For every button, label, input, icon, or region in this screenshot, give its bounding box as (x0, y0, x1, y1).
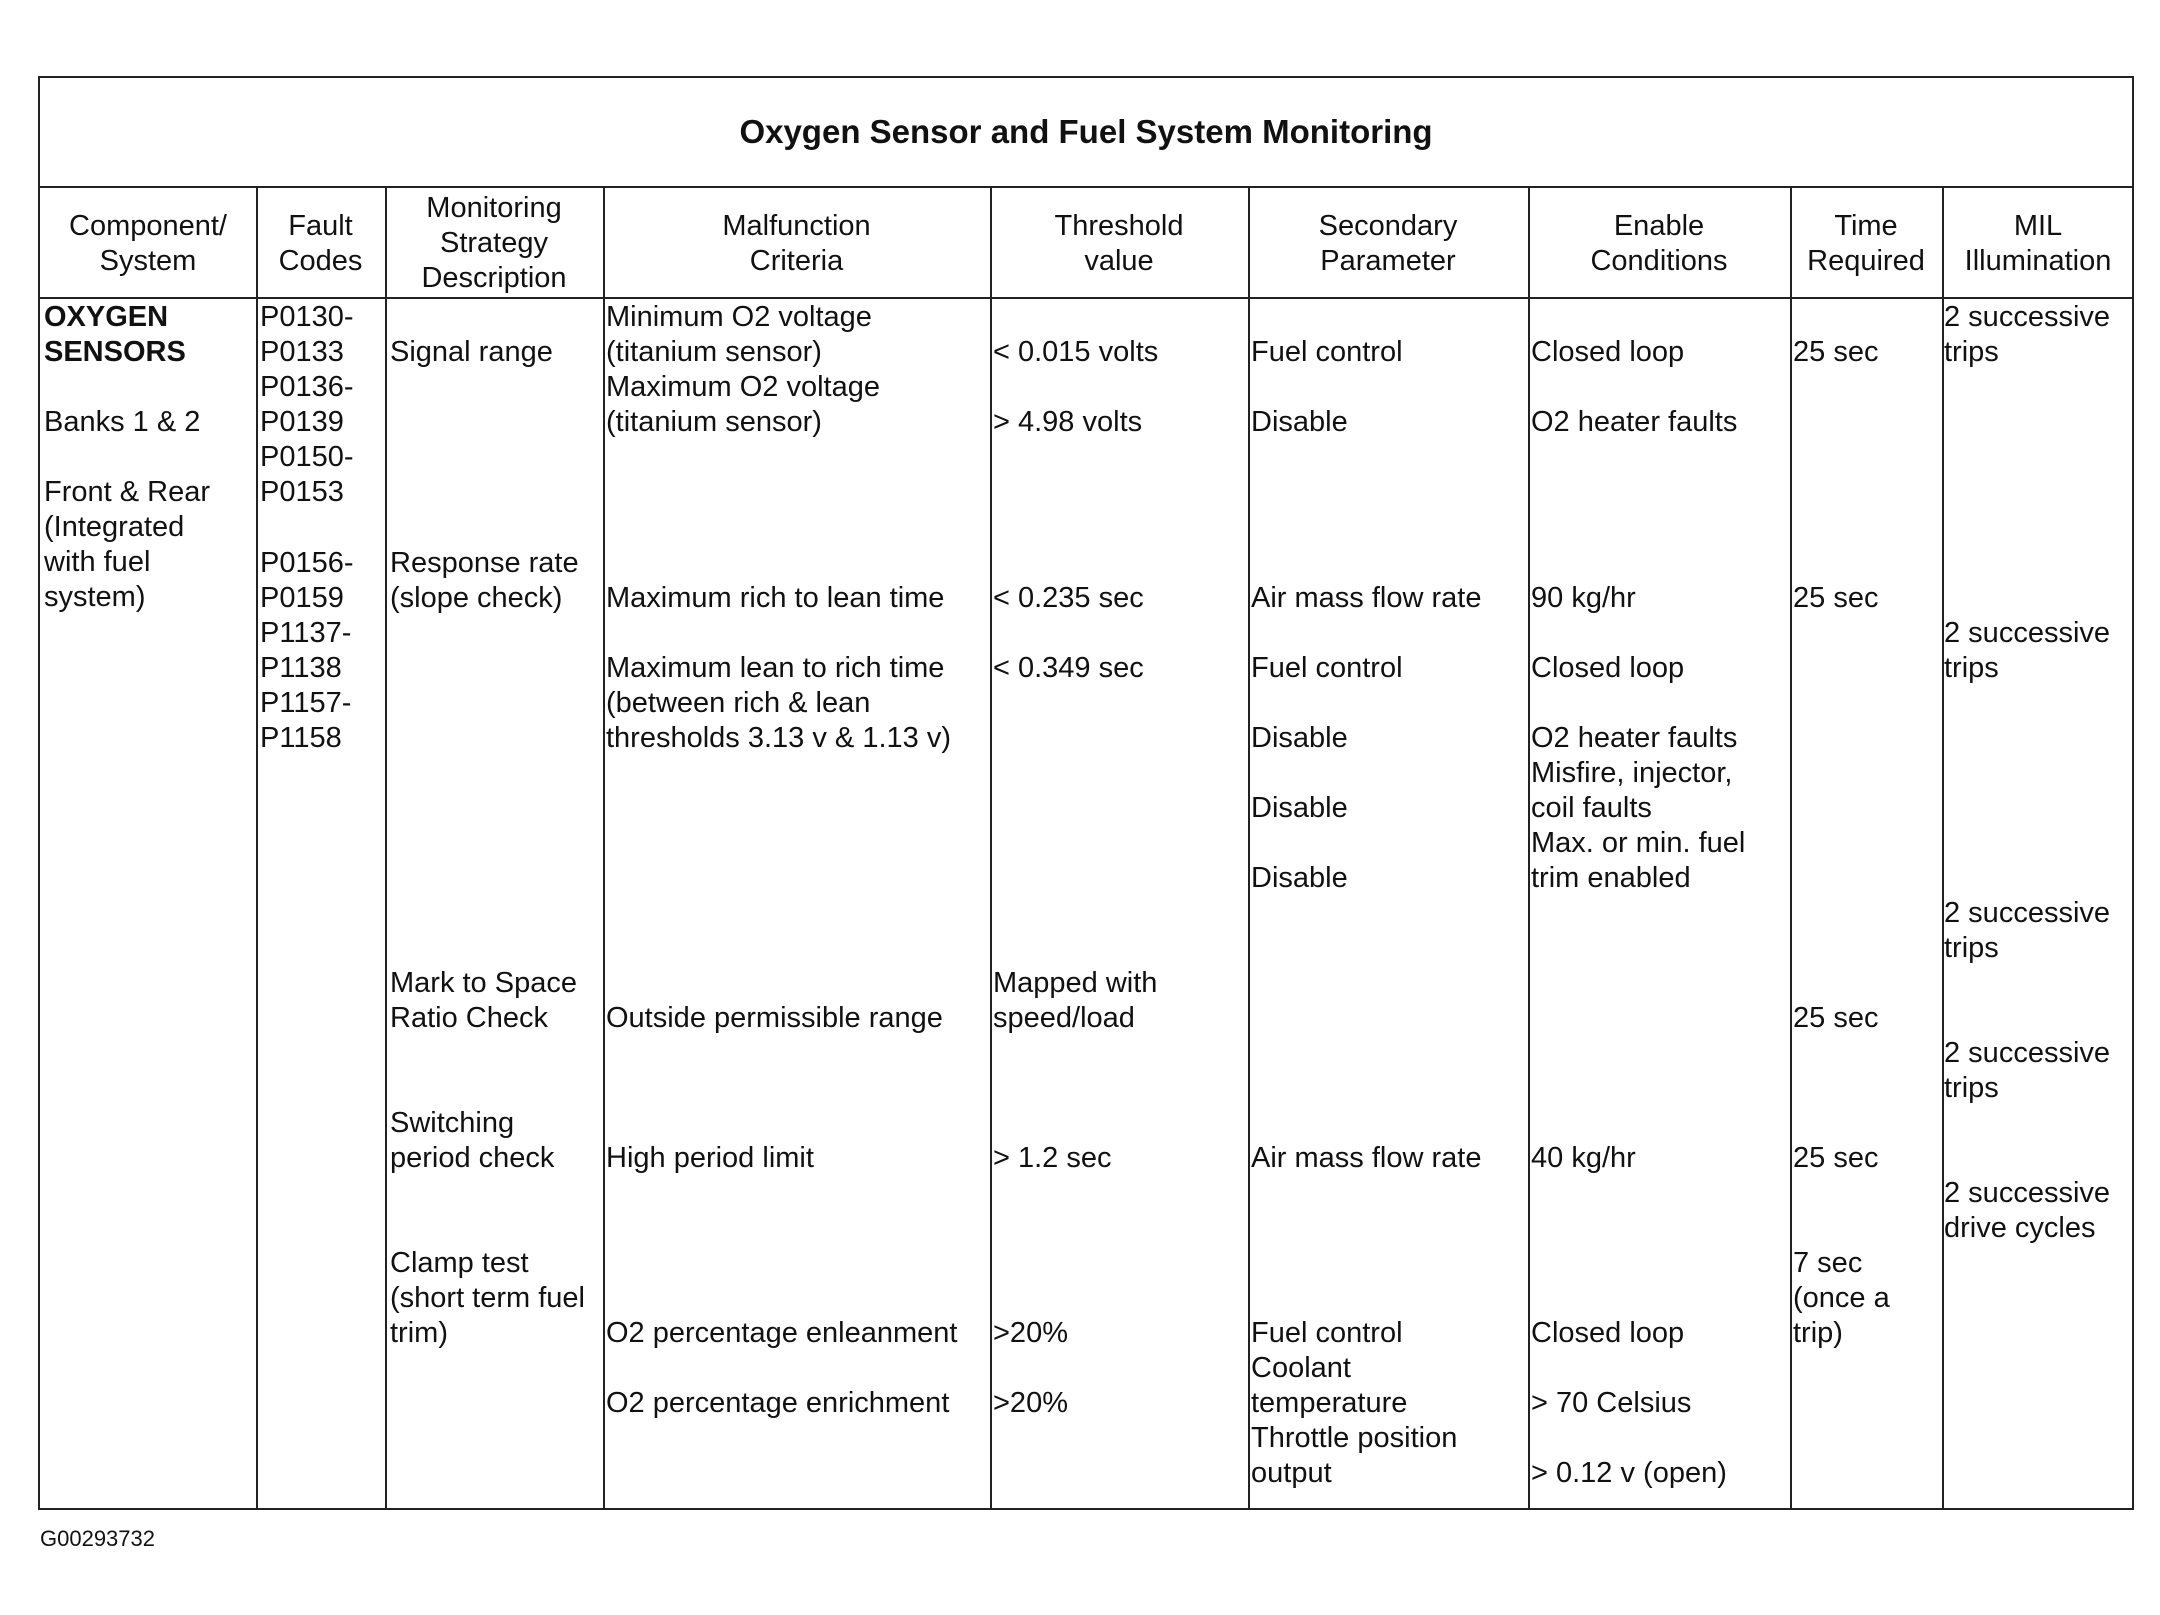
header-threshold: Threshold value (1054, 209, 1184, 277)
threshold-enleanment: >20% (993, 1317, 1068, 1349)
secondary-air-mass: Air mass flow rate (1251, 582, 1482, 614)
col-divider (1790, 188, 1792, 1508)
threshold-mapped: Mapped with speed/load (993, 967, 1158, 1034)
enable-coolant: > 70 Celsius (1531, 1387, 1692, 1419)
fault-codes-group-1: P0130- P0133 P0136- P0139 P0150- P0153 (260, 301, 354, 508)
malfunction-o2-voltage: Minimum O2 voltage (titanium sensor) Maximum O2 voltage (titanium sensor) (606, 301, 880, 438)
header-malfunction: Malfunction Criteria (722, 209, 871, 277)
col-divider (1248, 188, 1250, 1508)
header-secondary: Secondary Parameter (1318, 209, 1458, 277)
time-required: 25 sec (1793, 336, 1879, 368)
col-divider (990, 188, 992, 1508)
mil-illumination: 2 successive drive cycles (1944, 1177, 2111, 1244)
threshold-rich-lean: < 0.235 sec (993, 582, 1144, 614)
mil-illumination: 2 successive trips (1944, 617, 2111, 684)
time-required: 25 sec (1793, 582, 1879, 614)
secondary-disable: Disable (1251, 406, 1348, 438)
threshold-lean-rich: < 0.349 sec (993, 652, 1144, 684)
secondary-disable: Disable (1251, 722, 1348, 754)
col-divider (1528, 188, 1530, 1508)
secondary-disable: Disable (1251, 862, 1348, 894)
table-title: Oxygen Sensor and Fuel System Monitoring (40, 78, 2132, 188)
enable-throttle: > 0.12 v (open) (1531, 1457, 1727, 1489)
strategy-response-rate: Response rate (slope check) (390, 547, 579, 614)
time-required: 25 sec (1793, 1142, 1879, 1174)
strategy-signal-range: Signal range (390, 336, 553, 368)
time-required: 7 sec (once a trip) (1793, 1247, 1890, 1349)
monitoring-table (38, 76, 2134, 1510)
mil-illumination: 2 successive trips (1944, 301, 2111, 368)
col-divider (1942, 188, 1944, 1508)
enable-closed-loop: Closed loop (1531, 652, 1685, 684)
header-divider (40, 297, 2132, 299)
enable-fault-list: O2 heater faults Misfire, injector, coil faults Max. or min. fuel trim enabled (1531, 722, 1746, 894)
malfunction-lean-rich: Maximum lean to rich time (between rich & lean thresholds 3.13 v & 1.13 v) (606, 652, 951, 754)
header-time: Time Required (1807, 209, 1925, 277)
secondary-fuel-control: Fuel control (1251, 336, 1403, 368)
enable-closed-loop: Closed loop (1531, 1317, 1685, 1349)
threshold-enrichment: >20% (993, 1387, 1068, 1419)
enable-closed-loop: Closed loop (1531, 336, 1685, 368)
time-required: 25 sec (1793, 1002, 1879, 1034)
malfunction-enleanment: O2 percentage enleanment (606, 1317, 958, 1349)
malfunction-high-period: High period limit (606, 1142, 814, 1174)
mil-illumination: 2 successive trips (1944, 1037, 2111, 1104)
header-component: Component/ System (69, 209, 227, 277)
mil-illumination: 2 successive trips (1944, 897, 2111, 964)
header-mil: MIL Illumination (1964, 209, 2112, 277)
threshold-max-voltage: > 4.98 volts (993, 406, 1143, 438)
header-enable: Enable Conditions (1590, 209, 1728, 277)
enable-air-flow: 40 kg/hr (1531, 1142, 1636, 1174)
header-strategy: Monitoring Strategy Description (421, 192, 567, 294)
col-divider (385, 188, 387, 1508)
threshold-period: > 1.2 sec (993, 1142, 1112, 1174)
fault-codes-group-2: P0156- P0159 P1137- P1138 P1157- P1158 (260, 547, 354, 754)
strategy-clamp-test: Clamp test (short term fuel trim) (390, 1247, 585, 1349)
component-banks: Banks 1 & 2 (44, 406, 201, 438)
secondary-disable: Disable (1251, 792, 1348, 824)
header-fault-codes: Fault Codes (278, 209, 363, 277)
col-divider (256, 188, 258, 1508)
strategy-switching-period: Switching period check (390, 1107, 555, 1174)
enable-heater-faults: O2 heater faults (1531, 406, 1738, 438)
component-desc: Front & Rear (Integrated with fuel system) (44, 476, 210, 613)
figure-id: G00293732 (40, 1526, 155, 1551)
col-divider (603, 188, 605, 1508)
secondary-fuel-control: Fuel control (1251, 652, 1403, 684)
malfunction-rich-lean: Maximum rich to lean time (606, 582, 945, 614)
component-name: OXYGEN SENSORS (44, 301, 186, 368)
malfunction-enrichment: O2 percentage enrichment (606, 1387, 950, 1419)
secondary-clamp-params: Fuel control Coolant temperature Throttle position output (1251, 1317, 1458, 1489)
strategy-mark-space: Mark to Space Ratio Check (390, 967, 577, 1034)
secondary-air-mass: Air mass flow rate (1251, 1142, 1482, 1174)
threshold-min-voltage: < 0.015 volts (993, 336, 1159, 368)
enable-air-flow: 90 kg/hr (1531, 582, 1636, 614)
malfunction-permissible-range: Outside permissible range (606, 1002, 943, 1034)
